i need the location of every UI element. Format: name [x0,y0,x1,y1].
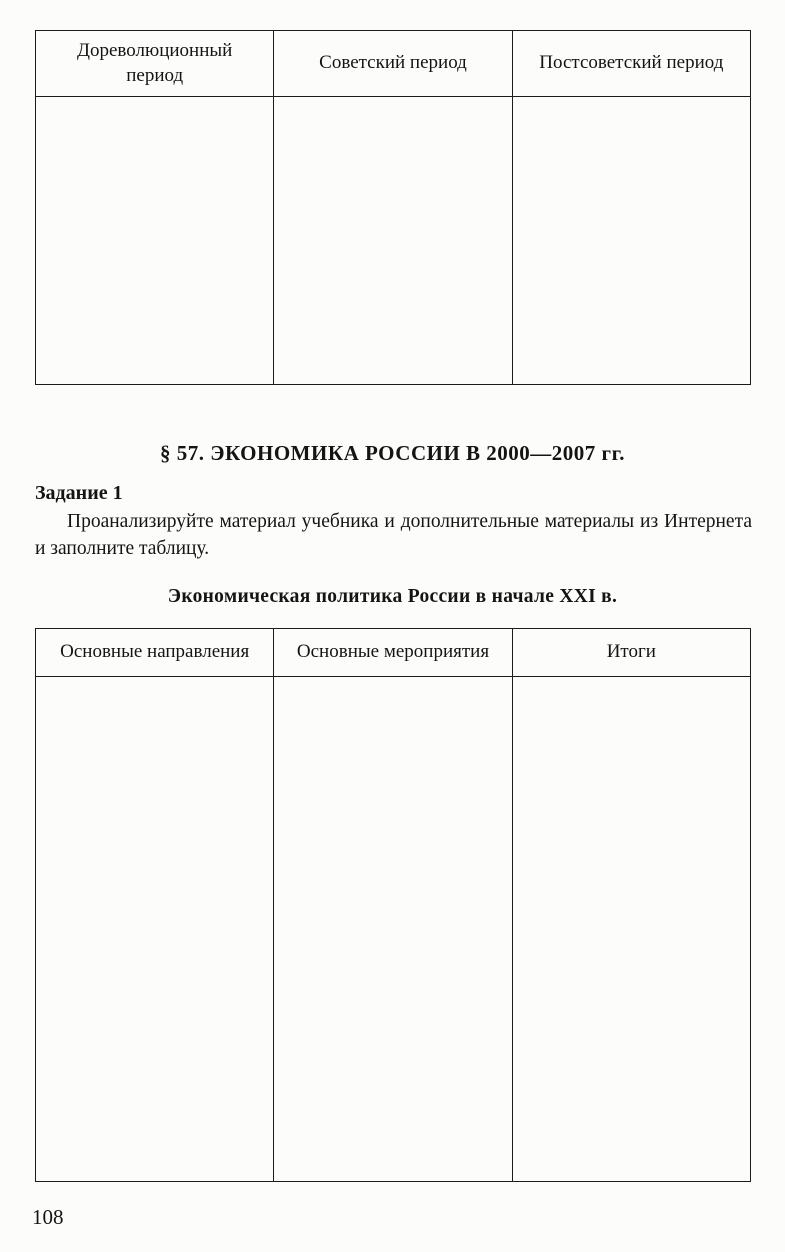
periods-table-header-soviet: Советский период [274,31,512,97]
economy-table-title: Экономическая политика России в начале XXI в. [167,586,618,607]
economy-table-header-directions: Основные направления [36,629,274,677]
economy-table-empty-cell-3 [512,677,750,1182]
periods-table-header-postsoviet: Постсоветский период [512,31,750,97]
periods-table-empty-cell-2 [274,97,512,385]
section-title: § 57. ЭКОНОМИКА РОССИИ В 2000—2007 гг. [159,441,625,466]
periods-table-empty-cell-3 [512,97,750,385]
task-instructions: Проанализируйте материал учебника и дополнительные материалы из Интернета и заполните таблицу. [35,511,752,559]
economy-table-header-measures: Основные мероприятия [274,629,512,677]
page-number: 108 [32,1205,64,1229]
economy-policy-table-body-row [36,677,751,1182]
periods-table-empty-cell-1 [36,97,274,385]
periods-table-body-row [36,97,751,385]
economy-table-empty-cell-1 [36,677,274,1182]
economy-table-empty-cell-2 [274,677,512,1182]
economy-policy-table-header-row [36,629,751,677]
task-label: Задание 1 [35,482,123,505]
periods-table [35,30,751,385]
economy-policy-table [35,628,751,1182]
economy-table-header-results: Итоги [512,629,750,677]
periods-table-header-row [36,31,751,97]
periods-table-header-prerevolutionary: Дореволюционный период [36,31,274,97]
